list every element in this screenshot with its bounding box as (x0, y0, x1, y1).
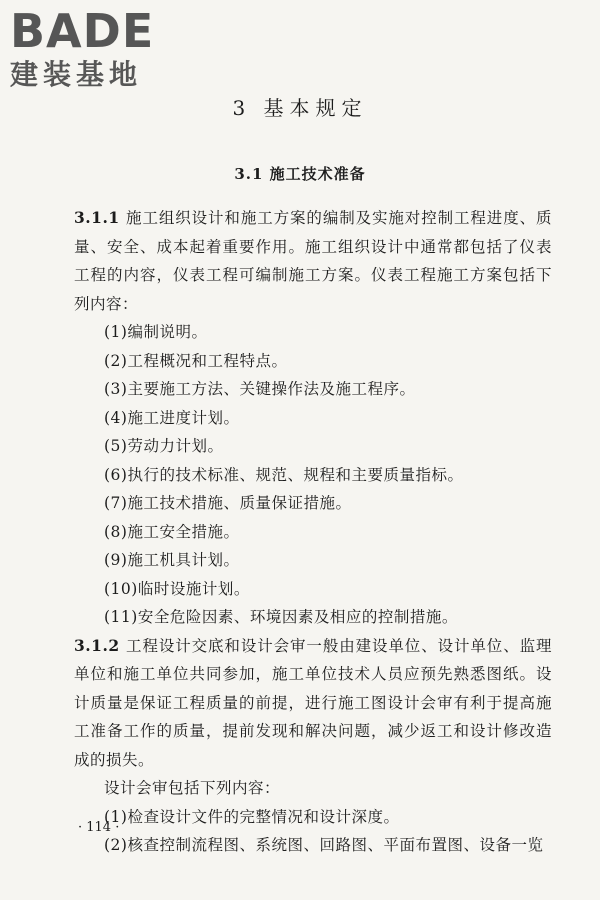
list-item: (1)检查设计文件的完整情况和设计深度。 (104, 807, 400, 826)
logo-text-bottom: 建装基地 (10, 58, 143, 91)
chapter-title: 3 基本规定 (232, 96, 368, 120)
clause-number: 3.1.1 (74, 208, 120, 227)
list-item: (8)施工安全措施。 (104, 522, 240, 541)
clause-text: 工程设计交底和设计会审一般由建设单位、设计单位、监理单位和施工单位共同参加，施工单位技术人员应预先熟悉图纸。设计质量是保证工程质量的前提，进行施工图设计会审有利于提高施工准备工作的质量，提前发现和解决问题，减少返工和设计修改造成的损失。 (74, 636, 552, 769)
clause-3-1-1 (74, 204, 552, 318)
list-item: (6)执行的技术标准、规范、规程和主要质量指标。 (104, 465, 464, 484)
list-item: (4)施工进度计划。 (104, 408, 240, 427)
list-item: (2)工程概况和工程特点。 (104, 351, 288, 370)
list-item: (9)施工机具计划。 (104, 551, 240, 569)
list-item: (10)临时设施计划。 (104, 579, 250, 598)
clause-text: 施工组织设计和施工方案的编制及实施对控制工程进度、质量、安全、成本起着重要作用。施工组织设计中通常都包括了仪表工程的内容，仪表工程可编制施工方案。仪表工程施工方案包括下列内容： (74, 209, 552, 313)
clause-intro: 设计会审包括下列内容： (104, 779, 281, 797)
page-number: · 114 · (78, 820, 120, 835)
section-title: 3.1 施工技术准备 (234, 165, 366, 183)
list-item: (2)核查控制流程图、系统图、回路图、平面布置图、设备一览 (104, 836, 544, 854)
clause-number: 3.1.2 (74, 635, 120, 655)
logo (10, 6, 180, 92)
logo-text-top: BADE (10, 4, 155, 58)
list-item: (11)安全危险因素、环境因素及相应的控制措施。 (104, 608, 458, 626)
list-item: (1)编制说明。 (104, 323, 208, 341)
list-item: (3)主要施工方法、关键操作法及施工程序。 (104, 380, 416, 398)
document-body (74, 204, 552, 860)
clause-3-1-2 (74, 632, 552, 775)
list-item: (7)施工技术措施、质量保证措施。 (104, 494, 352, 512)
list-item: (5)劳动力计划。 (104, 437, 224, 455)
